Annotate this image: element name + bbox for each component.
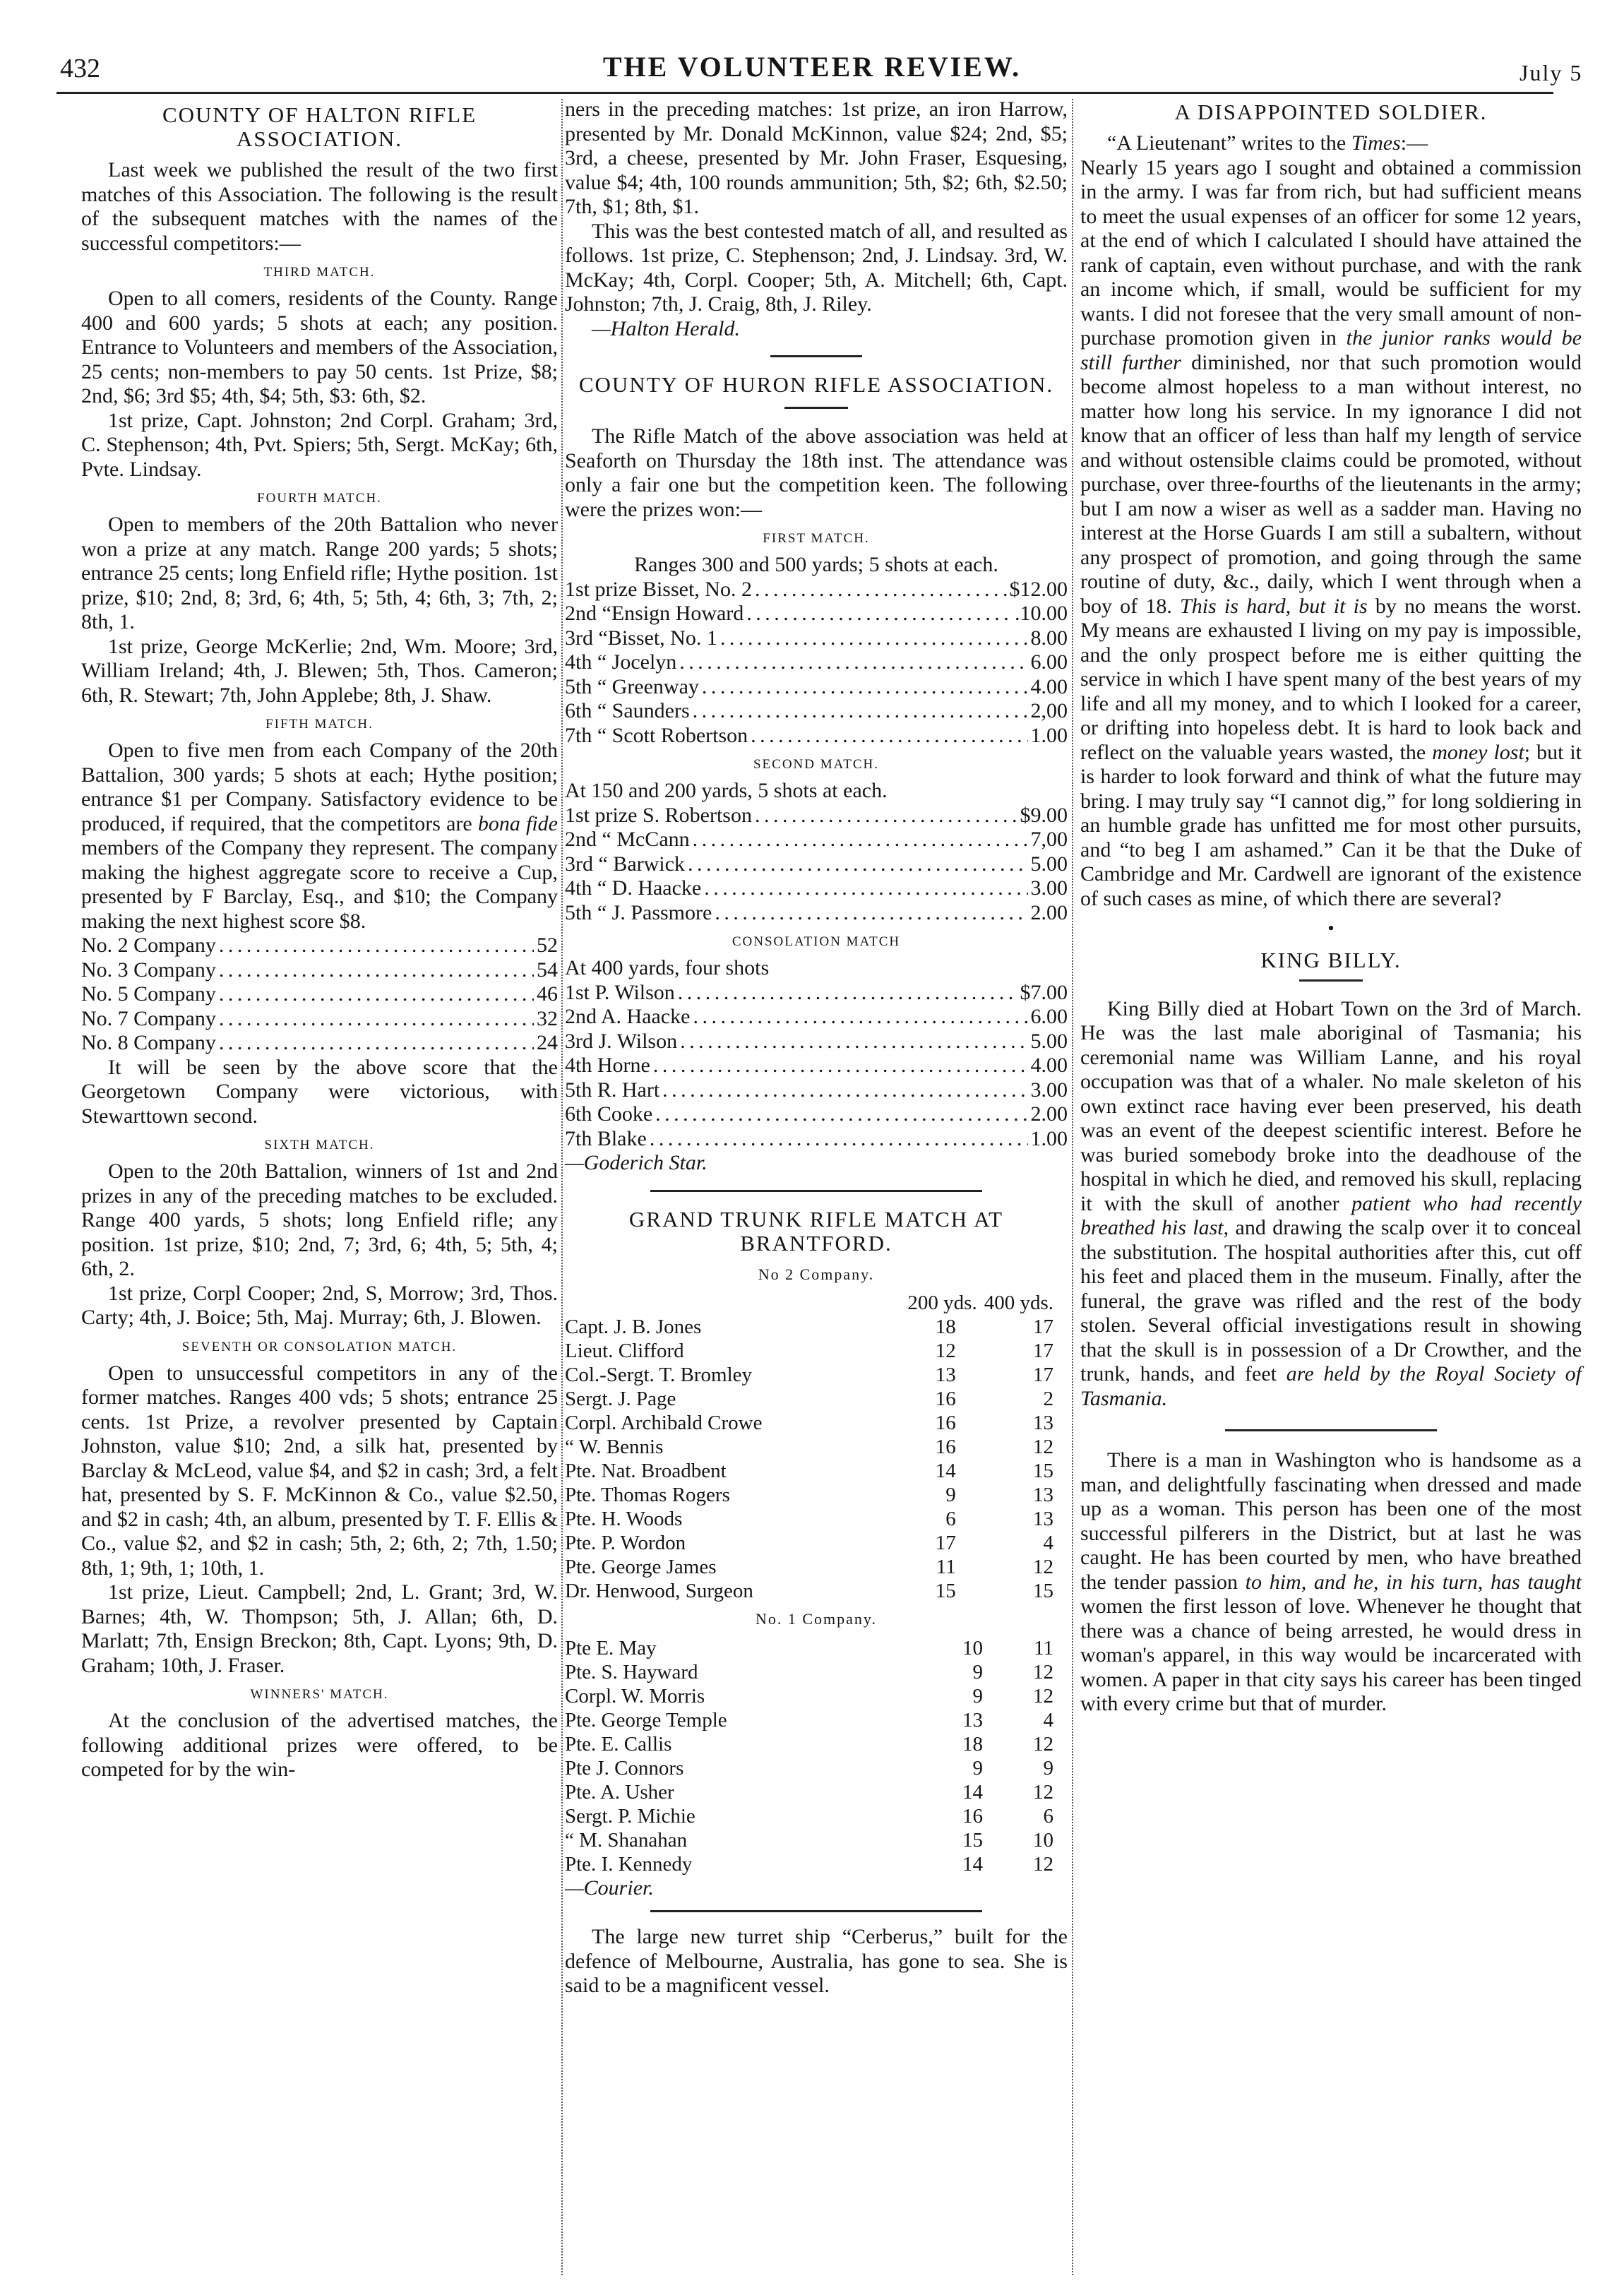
no1-score-row [565, 1684, 1068, 1708]
first-match-prize-row-value: 1.00 [1030, 723, 1068, 747]
separator-dot: • [1327, 918, 1335, 938]
second-match-ranges: At 150 and 200 yards, 5 shots at each. [565, 779, 888, 802]
dot-leader [655, 1102, 1027, 1127]
dot-leader [746, 602, 1012, 626]
no1-score-row-name: Pte. E. Callis [565, 1732, 672, 1755]
no2-score-row-400yds: 2 [1043, 1388, 1053, 1410]
dot-leader [715, 901, 1027, 926]
first-match-prize-row-value: 2,00 [1030, 699, 1068, 722]
first-match-ranges: Ranges 300 and 500 yards; 5 shots at each. [634, 553, 998, 576]
no1-score-row-name: Pte E. May [565, 1636, 657, 1659]
consolation-prize-row [565, 1054, 1068, 1078]
no1-score-row-400yds: 12 [1033, 1660, 1053, 1683]
first-match-prize-list [565, 578, 1068, 749]
winners-match-heading: WINNERS' MATCH. [250, 1687, 389, 1702]
no1-score-row-200yds: 14 [962, 1780, 983, 1804]
dot-leader [720, 626, 1028, 651]
second-match-prize-row-value: 5.00 [1030, 852, 1068, 876]
no2-score-row-name: Dr. Henwood, Surgeon [565, 1580, 753, 1602]
company-score-row-value: 52 [537, 934, 558, 957]
no2-score-row-name: Pte. P. Wordon [565, 1532, 686, 1554]
first-match-prize-row-value: 6.00 [1030, 650, 1068, 674]
no2-score-row-400yds: 4 [1043, 1532, 1053, 1554]
no2-score-row-name: “ W. Bennis [565, 1436, 664, 1458]
consolation-prize-row [565, 1102, 1068, 1127]
consolation-prize-row-value: 6.00 [1030, 1005, 1068, 1028]
section-rule-washington [1225, 1429, 1437, 1431]
third-match-text: Open to all comers, residents of the County. Range 400 and 600 yards; 5 shots at each; any position. Entrance to Volunteers and members of the Association, 25 cents; non-members to pay 50 cents. 1st Prize, $8; 2nd, $6; 3rd $5; 4th, $4; 5th, $3: 6th, $2. [81, 287, 558, 407]
no1-score-row-400yds: 4 [1043, 1708, 1053, 1731]
dot-leader [693, 1005, 1027, 1030]
company-score-row [81, 934, 558, 958]
no2-score-row-200yds: 11 [936, 1556, 956, 1578]
first-match-prize-row [565, 602, 1068, 626]
column-3 [1080, 97, 1582, 1717]
consolation-match-ranges: At 400 yards, four shots [565, 956, 770, 979]
no2-score-row-name: Capt. J. B. Jones [565, 1316, 702, 1338]
dot-leader [680, 1030, 1027, 1054]
second-match-prize-row-label: 5th “ J. Passmore [565, 900, 712, 924]
third-match-winners: 1st prize, Capt. Johnston; 2nd Corpl. Graham; 3rd, C. Stephenson; 4th, Pvt. Spiers; 5th, Sergt. McKay; 6th, Pvte. Lindsay. [81, 408, 558, 481]
fourth-match-heading: FOURTH MATCH. [257, 491, 382, 506]
no2-score-row-400yds: 13 [1033, 1412, 1053, 1434]
halton-intro: Last week we published the result of the two first matches of this Association. The following is the result of the subsequent matches with the names of the successful competitors:— [81, 158, 558, 255]
no2-score-row-400yds: 12 [1033, 1436, 1053, 1458]
column-2 [565, 97, 1068, 1998]
no1-company-heading: No. 1 Company. [755, 1610, 877, 1628]
no1-score-row-name: Pte. A. Usher [565, 1780, 674, 1804]
no2-score-row [565, 1363, 1068, 1387]
no1-score-row-200yds: 10 [962, 1636, 983, 1659]
company-score-row-value: 24 [537, 1031, 558, 1054]
no2-score-row-name: Pte. Nat. Broadbent [565, 1460, 727, 1482]
cerberus-item: The large new turret ship “Cerberus,” built for the defence of Melbourne, Australia, has gone to sea. She is said to be a magnificent vessel. [565, 1925, 1068, 1997]
seventh-match-text: Open to unsuccessful competitors in any of the former matches. Ranges 400 vds; 5 shots; entrance 25 cents. 1st Prize, a revolver presented by Captain Johnston, value $10; 2nd, a silk hat, presented by Barclay & McLeod, value $4, and $2 in cash; 3rd, a felt hat, presented by S. F. McKinnon & Co., value $2.50, and $2 in cash; 4th, an album, presented by T. F. Ellis & Co., value $2, and $2 in cash; 5th, 2; 6th, 2; 7th, 1.50; 8th, 1; 9th, 1; 10th, 1. [81, 1361, 558, 1580]
dot-leader [702, 675, 1028, 700]
dot-leader [650, 1127, 1028, 1152]
first-match-prize-row-label: 6th “ Saunders [565, 699, 690, 722]
no2-score-row-400yds: 17 [1033, 1316, 1053, 1338]
issue-date: July 5 [1519, 60, 1583, 85]
second-match-prize-row [565, 876, 1068, 901]
second-match-prize-row [565, 901, 1068, 926]
section-rule [770, 355, 862, 357]
no2-company-scores [565, 1291, 1068, 1603]
no2-score-row [565, 1339, 1068, 1363]
no1-score-row [565, 1780, 1068, 1804]
consolation-prize-row-value: 2.00 [1030, 1102, 1068, 1126]
dot-leader [679, 650, 1027, 675]
no1-company-scores [565, 1636, 1068, 1876]
article-title-grand-trunk: GRAND TRUNK RIFLE MATCH AT BRANTFORD. [628, 1206, 1004, 1256]
consolation-prize-row-label: 1st P. Wilson [565, 980, 675, 1004]
washington-text: There is a man in Washington who is handsome as a man, and delightfully fascinating when dressed and made up as a woman. This person has been one of the most successful pilferers in the District, but at last he was caught. He has been courted by men, who have breathed the tender passion to him, and he, in his turn, has taught women the first lesson of love. Whenever he thought that there was a chance of being arrested, he would dress in woman's apparel, in this way would be incarcerated with women. A paper in that city says his career has been tinged with every crime but that of murder. [1080, 1448, 1582, 1715]
section-rule-cerberus [650, 1910, 982, 1912]
no1-score-row-name: Pte. I. Kennedy [565, 1852, 693, 1876]
no1-score-row-name: Pte. George Temple [565, 1708, 727, 1731]
first-match-prize-row-label: 3rd “Bisset, No. 1 [565, 626, 717, 650]
no2-score-row-name: Lieut. Clifford [565, 1340, 684, 1362]
no2-score-row-200yds: 6 [945, 1508, 956, 1530]
second-match-prize-row [565, 828, 1068, 852]
no2-score-row-200yds: 14 [935, 1460, 956, 1482]
no1-score-row-name: “ M. Shanahan [565, 1828, 688, 1852]
dot-leader [219, 934, 534, 958]
second-match-prize-row [565, 804, 1068, 828]
no1-score-row [565, 1708, 1068, 1732]
title-rule-king [1299, 979, 1363, 982]
no1-score-row-400yds: 12 [1033, 1780, 1053, 1804]
winners-match-results: This was the best contested match of all, and resulted as follows. 1st prize, C. Stephenson; 2nd, J. Lindsay. 3rd, W. McKay; 4th, Corpl. Cooper; 5th, A. Mitchell; 6th, Capt. Johnston; 7th, J. Craig, 8th, J. Riley. [565, 219, 1068, 316]
article-title-king-billy: KING BILLY. [1260, 947, 1402, 972]
first-match-prize-row [565, 675, 1068, 700]
second-match-prize-row-label: 2nd “ McCann [565, 828, 690, 851]
company-score-row-label: No. 5 Company [81, 982, 216, 1006]
first-match-prize-row-label: 7th “ Scott Robertson [565, 723, 748, 747]
dot-leader [219, 1007, 534, 1032]
consolation-prize-list [565, 981, 1068, 1152]
consolation-prize-row-label: 3rd J. Wilson [565, 1029, 678, 1053]
no2-score-row-400yds: 13 [1033, 1508, 1053, 1530]
company-score-row [81, 982, 558, 1007]
no2-score-row-400yds: 17 [1033, 1340, 1053, 1362]
second-match-prize-row-label: 3rd “ Barwick [565, 852, 685, 876]
second-match-heading: SECOND MATCH. [753, 757, 880, 772]
no2-score-row [565, 1411, 1068, 1435]
column-divider-1 [561, 99, 563, 2275]
consolation-prize-row-label: 6th Cooke [565, 1102, 653, 1126]
no1-score-row-200yds: 14 [962, 1852, 983, 1876]
no1-score-row-200yds: 15 [962, 1828, 983, 1852]
first-match-prize-row-label: 2nd “Ensign Howard [565, 602, 744, 625]
consolation-prize-row-label: 5th R. Hart [565, 1078, 660, 1102]
second-match-prize-row-label: 4th “ D. Haacke [565, 876, 702, 900]
winners-match-continued: ners in the preceding matches: 1st prize, an iron Harrow, presented by Mr. Donald McKinnon, value $24; 2nd, $5; 3rd, a cheese, presented by Mr. John Fraser, Esquesing, value $4; 4th, 100 rounds ammunition; 5th, $2; 6th, $2.50; 7th, $1; 8th, $1. [565, 97, 1068, 218]
dot-leader [755, 578, 1007, 602]
second-match-prize-list [565, 804, 1068, 926]
dot-leader [219, 982, 534, 1007]
dot-leader [688, 852, 1028, 877]
column-header-400yds: 400 yds. [984, 1292, 1053, 1314]
no2-score-row-name: Pte. George James [565, 1556, 717, 1578]
first-match-prize-row [565, 724, 1068, 749]
article-title-halton: COUNTY OF HALTON RIFLE ASSOCIATION. [162, 102, 477, 151]
no1-score-row [565, 1852, 1068, 1876]
no2-score-row-200yds: 16 [935, 1436, 956, 1458]
fourth-match-text: Open to members of the 20th Battalion who never won a prize at any match. Range 200 yards; 5 shots; entrance 25 cents; long Enfield rifle; Hythe position. 1st prize, $10; 2nd, 8; 3rd, 6; 4th, 5; 5th, 4; 6th, 3; 7th, 2; 8th, 1. [81, 513, 558, 633]
credit-courier: —Courier. [565, 1876, 654, 1900]
no2-score-row [565, 1315, 1068, 1339]
publication-title: THE VOLUNTEER REVIEW. [602, 51, 1022, 83]
dot-leader [219, 1031, 534, 1056]
second-match-prize-row [565, 852, 1068, 877]
dot-leader [751, 724, 1027, 749]
no2-score-row-400yds: 15 [1033, 1460, 1053, 1482]
sixth-match-heading: SIXTH MATCH. [264, 1138, 375, 1152]
fifth-match-text: Open to five men from each Company of the 20th Battalion, 300 yards; 5 shots at each; Hythe position; entrance $1 per Company. Satisfactory evidence to be produced, if required, that the competitors are bona fide members of the Company they represent. The company making the highest aggregate score to receive a Cup, presented by F Barclay, Esq., and $10; the Company making the next highest score $8. [81, 739, 558, 933]
no1-score-row-400yds: 6 [1043, 1804, 1053, 1828]
first-match-prize-row [565, 626, 1068, 651]
no1-score-row-400yds: 9 [1043, 1756, 1053, 1780]
consolation-prize-row-label: 2nd A. Haacke [565, 1005, 691, 1028]
dot-leader [219, 958, 534, 983]
consolation-prize-row-value: 3.00 [1030, 1078, 1068, 1102]
consolation-prize-row-label: 4th Horne [565, 1054, 650, 1077]
no2-score-row-name: Pte. H. Woods [565, 1508, 683, 1530]
first-match-prize-row-label: 4th “ Jocelyn [565, 650, 677, 674]
no2-score-row-200yds: 18 [935, 1316, 956, 1338]
page-number: 432 [60, 54, 100, 83]
no2-company-heading: No 2 Company. [758, 1265, 875, 1283]
fifth-match-result: It will be seen by the above score that the Georgetown Company were victorious, with Stewarttown second. [81, 1055, 558, 1128]
company-score-row-value: 54 [537, 958, 558, 982]
consolation-prize-row-label: 7th Blake [565, 1126, 647, 1150]
sixth-match-winners: 1st prize, Corpl Cooper; 2nd, S, Morrow; 3rd, Thos. Carty; 4th, J. Boice; 5th, Maj. Murray; 6th, J. Blowen. [81, 1281, 558, 1329]
no2-score-row [565, 1507, 1068, 1531]
no2-score-row [565, 1435, 1068, 1459]
no2-score-row [565, 1531, 1068, 1555]
no1-score-row-400yds: 11 [1034, 1636, 1053, 1659]
no1-score-row [565, 1636, 1068, 1660]
no2-score-row-200yds: 16 [935, 1412, 956, 1434]
company-score-row-value: 46 [537, 982, 558, 1006]
first-match-prize-row-label: 5th “ Greenway [565, 674, 699, 698]
no2-score-row-400yds: 17 [1033, 1364, 1053, 1386]
credit-halton-herald: —Halton Herald. [592, 316, 740, 340]
no1-score-row [565, 1756, 1068, 1780]
no1-score-row-name: Pte J. Connors [565, 1756, 684, 1780]
no1-score-row [565, 1660, 1068, 1684]
no1-score-row-200yds: 13 [962, 1708, 983, 1731]
article-title-soldier: A DISAPPOINTED SOLDIER. [1174, 100, 1488, 124]
no2-score-row-name: Corpl. Archibald Crowe [565, 1412, 763, 1434]
company-score-row-label: No. 2 Company [81, 934, 216, 957]
first-match-prize-row-value: 8.00 [1030, 626, 1068, 650]
dot-leader [678, 981, 1017, 1006]
second-match-prize-row-label: 1st prize S. Robertson [565, 803, 752, 827]
first-match-prize-row [565, 699, 1068, 724]
no2-score-row-400yds: 15 [1033, 1580, 1053, 1602]
dot-leader [693, 828, 1028, 852]
dot-leader [704, 876, 1027, 901]
fourth-match-winners: 1st prize, George McKerlie; 2nd, Wm. Moore; 3rd, William Ireland; 4th, J. Blewen; 5th, Thos. Cameron; 6th, R. Stewart; 7th, John Applebe; 8th, J. Shaw. [81, 634, 558, 707]
consolation-prize-row-value: 1.00 [1030, 1126, 1068, 1150]
first-match-prize-row [565, 650, 1068, 675]
consolation-prize-row [565, 1078, 1068, 1103]
company-score-row [81, 1007, 558, 1032]
article-title-huron: COUNTY OF HURON RIFLE ASSOCIATION. [578, 372, 1054, 397]
company-score-row-label: No. 7 Company [81, 1006, 216, 1030]
consolation-prize-row [565, 981, 1068, 1006]
consolation-prize-row-value: $7.00 [1020, 980, 1068, 1004]
no2-score-row-200yds: 9 [945, 1484, 956, 1506]
no1-score-row [565, 1828, 1068, 1852]
first-match-heading: FIRST MATCH. [763, 531, 870, 546]
column-1 [81, 97, 558, 1782]
no2-score-row [565, 1579, 1068, 1603]
no1-score-row [565, 1804, 1068, 1828]
dot-leader [693, 699, 1028, 724]
consolation-match-heading: CONSOLATION MATCH [732, 934, 901, 949]
no1-score-row-200yds: 18 [962, 1732, 983, 1755]
no1-score-row-400yds: 10 [1033, 1828, 1053, 1852]
no2-score-row-name: Sergt. J. Page [565, 1388, 676, 1410]
consolation-prize-row [565, 1127, 1068, 1152]
consolation-prize-row [565, 1005, 1068, 1030]
no2-score-row-200yds: 12 [935, 1340, 956, 1362]
no2-score-row-200yds: 15 [935, 1580, 956, 1602]
first-match-prize-row-label: 1st prize Bisset, No. 2 [565, 577, 752, 601]
no2-score-row-name: Pte. Thomas Rogers [565, 1484, 730, 1506]
header-rule [56, 92, 1553, 94]
company-scores-list [81, 934, 558, 1056]
no2-score-row-200yds: 17 [935, 1532, 956, 1554]
winners-match-text: At the conclusion of the advertised matches, the following additional prizes were offered, to be competed for by the win- [81, 1709, 558, 1781]
no1-score-row-400yds: 12 [1033, 1684, 1053, 1707]
no1-score-row [565, 1732, 1068, 1756]
soldier-letter: Nearly 15 years ago I sought and obtained a commission in the army. I was far from rich, but had sufficient means to meet the usual expenses of an officer for some 12 years, at the end of which I calculated I should have attained the rank of captain, even without purchase, and with the rank an income which, if small, would be sufficient for my wants. I did not foresee that the very small amount of non-purchase promotion given in the junior ranks would be still further diminished, nor that such promotion would become almost hopeless to a man without interest, no matter how long his service. In my ignorance I did not know that an officer of less than half my length of service and without ostensible claims could be promoted, without purchase, over three-fourths of the lieutenants in the army; but I am now a wiser as well as a sadder man. Having no interest at the Horse Guards I am still a subaltern, without any prospect of promotion, and going through the same routine of duty, &c., daily, which I went through when a boy of 18. This is hard, but it is by no means the worst. My means are exhausted I living on my pay is impossible, and the only prospect before me is either quitting the service in which I have spent many of the best years of my life and all my money, and to which I looked for a career, or drifting into hopeless debt. It is hard to look back and reflect on the valuable years wasted, the money lost; but it is harder to look forward and think of what the future may bring. I may truly say “I cannot dig,” for long soldiering in an humble grade has unfitted me for most other pursuits, and “to beg I am ashamed.” Can it be that the Duke of Cambridge and Mr. Cardwell are ignorant of the existence of such cases as mine, of which there are several? [1080, 155, 1582, 910]
first-match-prize-row-value: $12.00 [1009, 577, 1068, 601]
fifth-match-heading: FIFTH MATCH. [265, 717, 374, 732]
no1-score-row-name: Corpl. W. Morris [565, 1684, 705, 1707]
title-rule [784, 407, 848, 409]
second-match-prize-row-value: 7,00 [1030, 828, 1068, 851]
no2-score-row-400yds: 13 [1033, 1484, 1053, 1506]
sixth-match-text: Open to the 20th Battalion, winners of 1st and 2nd prizes in any of the preceding matches to be excluded. Range 400 yards, 5 shots; long Enfield rifle; any position. 1st prize, $10; 2nd, 7; 3rd, 6; 4th, 5; 5th, 4; 6th, 2. [81, 1160, 558, 1280]
king-billy-text: King Billy died at Hobart Town on the 3rd of March. He was the last male aboriginal of Tasmania; his ceremonial name was William Lanne, and his royal occupation was that of a whaler. No male skeleton of his own extinct race having ever been preserved, his death was an event of the deepest scientific interest. Before he was buried somebody broke into the deadhouse of the hospital in which he died, and removed his skull, replacing it with the skull of another patient who had recently breathed his last, and drawing the scalp over it to conceal the substitution. The hospital authorities after this, cut off his feet and placed them in the museum. Finally, after the funeral, the grave was rifled and the rest of the body stolen. Several official investigations result in showing that the skull is in possession of a Dr Crowther, and the trunk, hands, and feet are held by the Royal Society of Tasmania. [1080, 996, 1582, 1410]
company-score-row-label: No. 3 Company [81, 958, 216, 982]
no2-score-row [565, 1483, 1068, 1507]
no2-score-row [565, 1555, 1068, 1579]
company-score-row [81, 1031, 558, 1056]
no1-score-row-400yds: 12 [1033, 1732, 1053, 1755]
company-score-row [81, 958, 558, 983]
huron-intro: The Rifle Match of the above association was held at Seaforth on Thursday the 18th inst. The attendance was only a fair one but the competition keen. The following were the prizes won:— [565, 424, 1068, 521]
no2-score-row-400yds: 12 [1033, 1556, 1053, 1578]
column-divider-2 [1072, 99, 1073, 2275]
first-match-prize-row [565, 578, 1068, 602]
no1-score-row-400yds: 12 [1033, 1852, 1053, 1876]
column-header-200yds: 200 yds. [907, 1292, 977, 1314]
consolation-prize-row-value: 5.00 [1030, 1029, 1068, 1053]
no2-score-row [565, 1459, 1068, 1483]
no2-score-row-200yds: 16 [935, 1388, 956, 1410]
second-match-prize-row-value: $9.00 [1020, 803, 1068, 827]
no1-score-row-200yds: 9 [972, 1684, 983, 1707]
consolation-prize-row [565, 1030, 1068, 1054]
no2-score-row-200yds: 13 [935, 1364, 956, 1386]
second-match-prize-row-value: 3.00 [1030, 876, 1068, 900]
seventh-match-winners: 1st prize, Lieut. Campbell; 2nd, L. Grant; 3rd, W. Barnes; 4th, W. Thompson; 5th, J. Allan; 6th, D. Marlatt; 7th, Ensign Breckon; 8th, Capt. Lyons; 9th, D. Graham; 10th, J. Fraser. [81, 1580, 558, 1677]
soldier-lead: “A Lieutenant” writes to the Times:— [1107, 131, 1428, 155]
no1-score-row-name: Sergt. P. Michie [565, 1804, 695, 1828]
first-match-prize-row-value: 4.00 [1030, 674, 1068, 698]
no2-score-row-name: Col.-Sergt. T. Bromley [565, 1364, 753, 1386]
no2-score-row [565, 1387, 1068, 1411]
no1-score-row-200yds: 9 [972, 1756, 983, 1780]
dot-leader [653, 1054, 1028, 1078]
credit-goderich-star: —Goderich Star. [565, 1151, 707, 1174]
second-match-prize-row-value: 2.00 [1030, 900, 1068, 924]
dot-leader [662, 1078, 1027, 1103]
no1-score-row-name: Pte. S. Hayward [565, 1660, 698, 1683]
first-match-prize-row-value: .10.00 [1015, 602, 1068, 625]
third-match-heading: THIRD MATCH. [263, 265, 376, 280]
section-rule-long [650, 1190, 982, 1192]
no1-score-row-200yds: 9 [972, 1660, 983, 1683]
seventh-match-heading: SEVENTH OR CONSOLATION MATCH. [181, 1339, 458, 1354]
company-score-row-label: No. 8 Company [81, 1031, 216, 1054]
no1-score-row-200yds: 16 [962, 1804, 983, 1828]
dot-leader [755, 804, 1017, 828]
consolation-prize-row-value: 4.00 [1030, 1054, 1068, 1077]
company-score-row-value: 32 [537, 1006, 558, 1030]
